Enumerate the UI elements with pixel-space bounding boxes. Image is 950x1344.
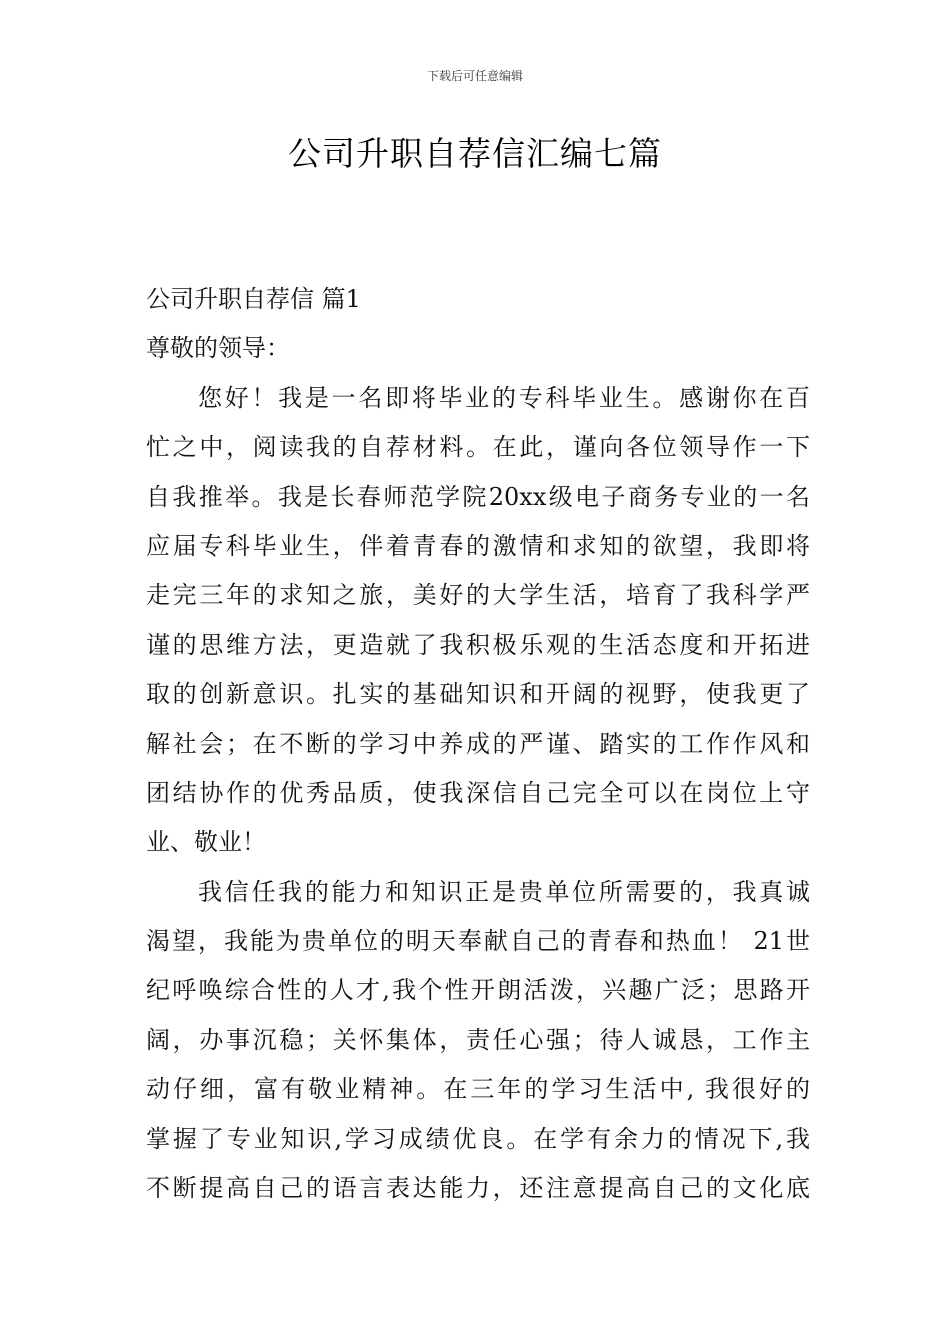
header-note: 下载后可任意编辑 [426,69,523,83]
paragraph-line: 忙之中，阅读我的自荐材料。在此，谨向各位领导作一下 [146,433,810,462]
paragraph-line: 谨的思维方法，更造就了我积极乐观的生活态度和开拓进 [146,630,810,659]
paragraph-line: 自我推举。我是长春师范学院20xx级电子商务专业的一名 [146,482,810,511]
paragraph-line: 取的创新意识。扎实的基础知识和开阔的视野，使我更了 [146,680,810,709]
section-heading: 公司升职自荐信 篇1 [146,285,361,313]
paragraph-1 [146,374,810,868]
paragraph-line: 掌握了专业知识,学习成绩优良。在学有余力的情况下,我 [146,1124,810,1153]
paragraph-line: 我信任我的能力和知识正是贵单位所需要的，我真诚 [198,877,810,906]
document-title: 公司升职自荐信汇编七篇 [288,134,662,173]
paragraph-line: 团结协作的优秀品质，使我深信自己完全可以在岗位上守 [146,778,810,807]
paragraph-line: 不断提高自己的语言表达能力，还注意提高自己的文化底 [146,1174,810,1203]
paragraph-line: 走完三年的求知之旅，美好的大学生活，培育了我科学严 [146,581,810,610]
paragraph-2 [146,868,810,1214]
paragraph-line: 渴望，我能为贵单位的明天奉献自己的青春和热血！ 21世 [146,927,810,956]
paragraph-line: 解社会；在不断的学习中养成的严谨、踏实的工作作风和 [146,729,810,758]
paragraph-line: 阔，办事沉稳；关怀集体，责任心强；待人诚恳，工作主 [146,1025,810,1054]
document-body [146,275,810,1213]
paragraph-line: 纪呼唤综合性的人才,我个性开朗活泼，兴趣广泛；思路开 [146,976,810,1005]
salutation: 尊敬的领导： [146,334,290,363]
paragraph-line: 您好！我是一名即将毕业的专科毕业生。感谢你在百 [198,383,810,412]
paragraph-line: 业、敬业！ [146,828,266,857]
paragraph-line: 动仔细，富有敬业精神。在三年的学习生活中, 我很好的 [146,1075,810,1104]
paragraph-line: 应届专科毕业生，伴着青春的激情和求知的欲望，我即将 [146,531,810,560]
